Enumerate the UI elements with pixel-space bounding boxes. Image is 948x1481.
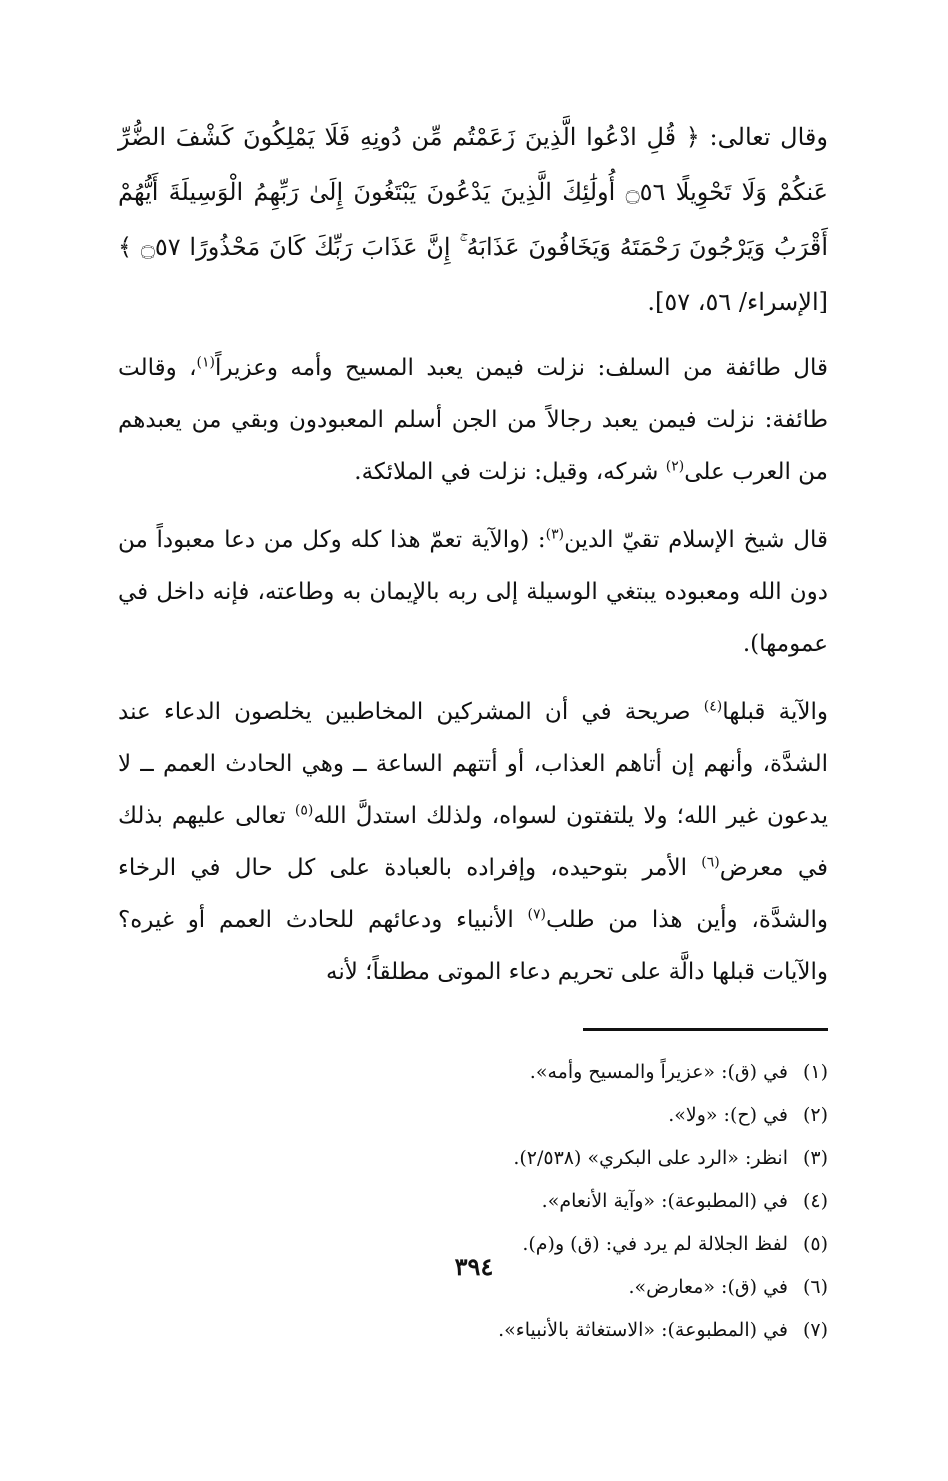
footnote-item xyxy=(118,1137,828,1180)
paragraph-text: والآية قبلها xyxy=(722,699,828,725)
footnote-number: (٤) xyxy=(802,1190,828,1212)
quran-passage xyxy=(118,110,828,330)
paragraph-text: : (والآية تعمّ هذا كله وكل من دعا معبوداً من دون الله ومعبوده يبتغي الوسيلة إلى ربه بالإيمان به وطاعته، فإنه داخل في عمومها). xyxy=(118,527,828,657)
paragraph-text: قال طائفة من السلف: نزلت فيمن يعبد المسيح وأمه وعزيراً xyxy=(215,355,828,381)
page-body xyxy=(118,110,828,1352)
footnote-text: في (المطبوعة): «وآية الأنعام». xyxy=(541,1190,788,1212)
page-number: ٣٩٤ xyxy=(454,1252,494,1281)
footnote-ref-1: (١) xyxy=(196,354,215,371)
quran-citation: [الإسراء/ ٥٦، ٥٧]. xyxy=(647,288,828,316)
footnote-ref-3: (٣) xyxy=(545,526,565,543)
footnote-number: (٧) xyxy=(802,1319,828,1341)
paragraph-3 xyxy=(118,686,828,998)
paragraph-text: ، وقالت طائفة: نزلت فيمن يعبد رجالاً من الجن أسلم المعبودون وبقي من يعبدهم من العرب على xyxy=(118,355,828,485)
paragraph-2 xyxy=(118,514,828,670)
footnote-text: لفظ الجلالة لم يرد في: (ق) و(م). xyxy=(522,1233,788,1255)
footnote-item xyxy=(118,1094,828,1137)
footnote-number: (٥) xyxy=(802,1233,828,1255)
footnote-divider xyxy=(583,1028,828,1031)
paragraph-text: صريحة في أن المشركين المخاطبين يخلصون الدعاء عند الشدَّة، وأنهم إن أتاهم العذاب، أو أتتهم الساعة ــ وهي الحادث العمم ــ لا يدعون غير الله؛ ولا يلتفتون لسواه، ولذلك استدلَّ الله xyxy=(118,699,828,829)
footnote-text: انظر: «الرد على البكري» (٢/٥٣٨). xyxy=(513,1147,788,1169)
footnote-item xyxy=(118,1180,828,1223)
footnote-text: في (ق): «عزيراً والمسيح وأمه». xyxy=(529,1061,788,1083)
footnote-item xyxy=(118,1051,828,1094)
footnote-number: (٦) xyxy=(802,1276,828,1298)
paragraph-text: تعالى عليهم بذلك في معرض xyxy=(118,803,828,881)
paragraph-text: الأمر بتوحيده، وإفراده بالعبادة على كل حال في الرخاء والشدَّة، وأين هذا من طلب xyxy=(118,855,828,933)
quran-verse: ﴿ قُلِ ادْعُوا الَّذِينَ زَعَمْتُم مِّن دُونِهِ فَلَا يَمْلِكُونَ كَشْفَ الضُّرِّ عَنكُمْ وَلَا تَحْوِيلًا ۝٥٦ أُولَٰئِكَ الَّذِينَ يَدْعُونَ يَبْتَغُونَ إِلَىٰ رَبِّهِمُ الْوَسِيلَةَ أَيُّهُمْ أَقْرَبُ وَيَرْجُونَ رَحْمَتَهُ وَيَخَافُونَ عَذَابَهُ ۚ إِنَّ عَذَابَ رَبِّكَ كَانَ مَحْذُورًا ۝٥٧ ﴾ xyxy=(118,123,829,261)
footnote-number: (٢) xyxy=(802,1104,828,1126)
footnote-ref-2: (٢) xyxy=(665,458,685,475)
footnote-number: (٣) xyxy=(802,1147,828,1169)
paragraph-text: قال شيخ الإسلام تقيّ الدين xyxy=(564,527,828,553)
footnote-ref-5: (٥) xyxy=(294,802,314,819)
footnote-ref-6: (٦) xyxy=(701,854,720,871)
paragraph-1 xyxy=(118,342,828,498)
footnote-ref-4: (٤) xyxy=(703,698,723,715)
paragraph-text: الأنبياء ودعائهم للحادث العمم أو غيره؟ والآيات قبلها دالَّة على تحريم دعاء الموتى مطلقاً؛ لأنه xyxy=(118,907,828,985)
footnote-ref-7: (٧) xyxy=(527,906,546,923)
footnotes-list xyxy=(118,1051,828,1352)
footnote-text: في (ح): «ولا». xyxy=(668,1104,788,1126)
paragraph-text: شركه، وقيل: نزلت في الملائكة. xyxy=(354,459,666,485)
footnote-number: (١) xyxy=(802,1061,828,1083)
footnote-item xyxy=(118,1309,828,1352)
footnote-text: في (ق): «معارض». xyxy=(628,1276,788,1298)
footnote-text: في (المطبوعة): «الاستغاثة بالأنبياء». xyxy=(498,1319,788,1341)
quran-intro: وقال تعالى: xyxy=(699,123,828,151)
